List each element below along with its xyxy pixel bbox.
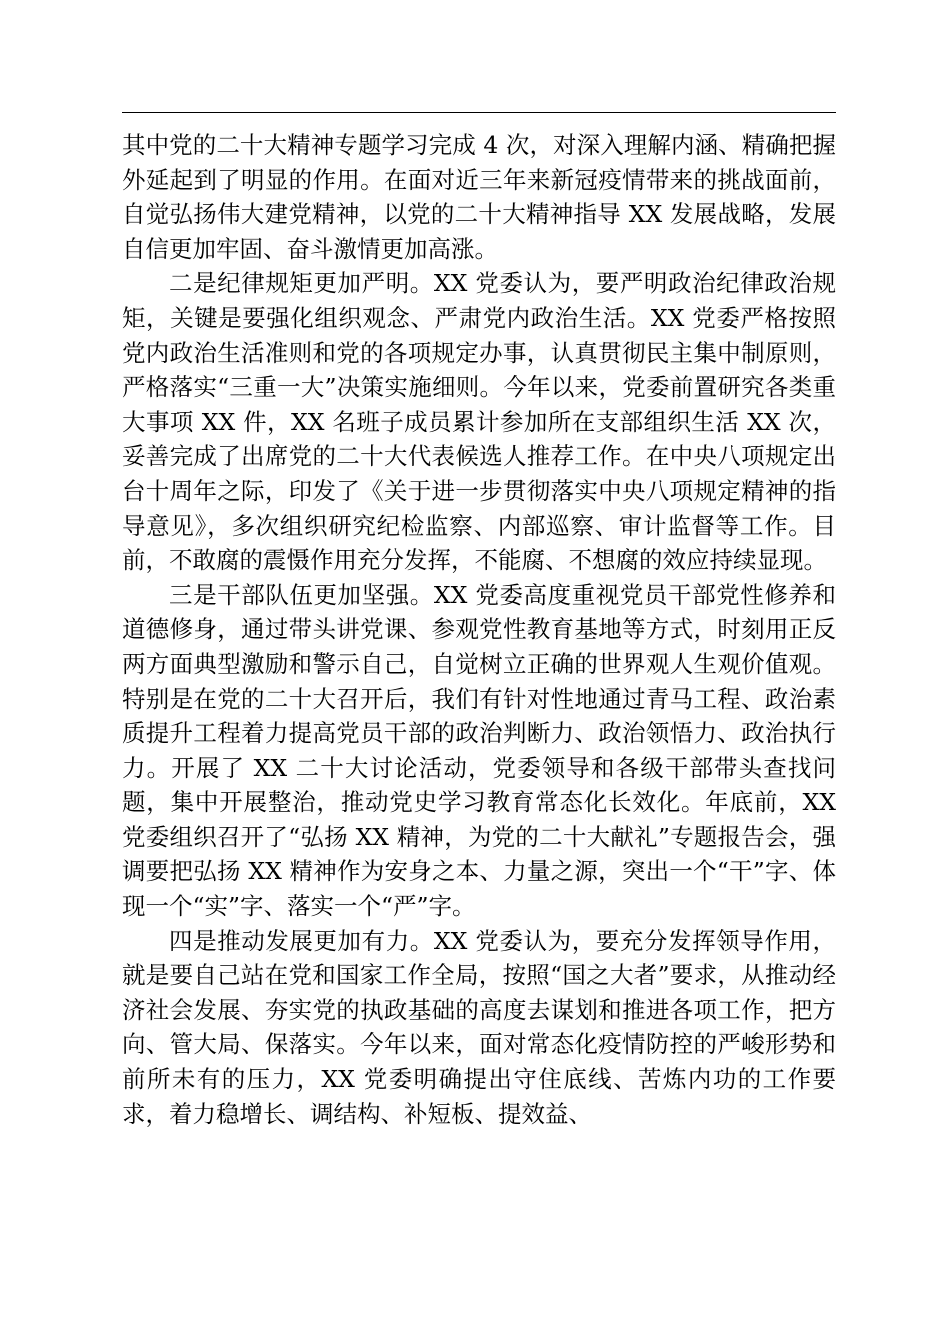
paragraph-continuation: 其中党的二十大精神专题学习完成 4 次，对深入理解内涵、精确把握外延起到了明显的作用。在面对近三年来新冠疫情带来的挑战面前，自觉弘扬伟大建党精神，以党的二十大精神指导 XX 发展战略，发展自信更加牢固、奋斗激情更加高涨。 bbox=[122, 131, 836, 263]
paragraph-cadres: 三是干部队伍更加坚强。XX 党委高度重视党员干部党性修养和道德修身，通过带头讲党课、参观党性教育基地等方式，时刻用正反两方面典型激励和警示自己，自觉树立正确的世界观人生观价值观。特别是在党的二十大召开后，我们有针对性地通过青马工程、政治素质提升工程着力提高党员干部的政治判断力、政治领悟力、政治执行力。开展了 XX 二十大讨论活动，党委领导和各级干部带头查找问题，集中开展整治，推动党史学习教育常态化长效化。年底前，XX 党委组织召开了“弘扬 XX 精神，为党的二十大献礼”专题报告会，强调要把弘扬 XX 精神作为安身之本、力量之源，突出一个“干”字、体现一个“实”字、落实一个“严”字。 bbox=[122, 580, 836, 921]
document-body bbox=[122, 128, 836, 1131]
paragraph-discipline: 二是纪律规矩更加严明。XX 党委认为，要严明政治纪律政治规矩，关键是要强化组织观念、严肃党内政治生活。XX 党委严格按照党内政治生活准则和党的各项规定办事，认真贯彻民主集中制原则，严格落实“三重一大”决策实施细则。今年以来，党委前置研究各类重大事项 XX 件，XX 名班子成员累计参加所在支部组织生活 XX 次，妥善完成了出席党的二十大代表候选人推荐工作。在中央八项规定出台十周年之际，印发了《关于进一步贯彻落实中央八项规定精神的指导意见》，多次组织研究纪检监察、内部巡察、审计监督等工作。目前，不敢腐的震慑作用充分发挥，不能腐、不想腐的效应持续显现。 bbox=[122, 269, 836, 575]
paragraph-development: 四是推动发展更加有力。XX 党委认为，要充分发挥领导作用，就是要自己站在党和国家工作全局，按照“国之大者”要求，从推动经济社会发展、夯实党的执政基础的高度去谋划和推进各项工作，把方向、管大局、保落实。今年以来，面对常态化疫情防控的严峻形势和前所未有的压力，XX 党委明确提出守住底线、苦炼内功的工作要求，着力稳增长、调结构、补短板、提效益、 bbox=[122, 926, 836, 1128]
header-rule bbox=[122, 112, 836, 113]
